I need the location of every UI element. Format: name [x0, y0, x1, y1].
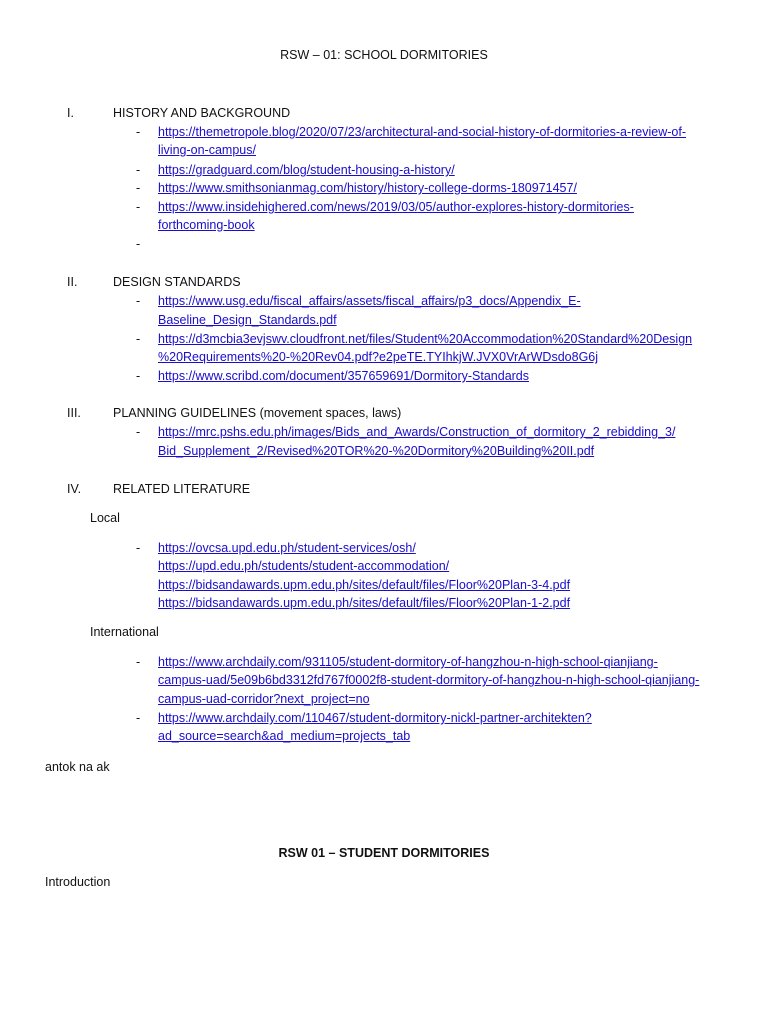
subsection-label-local: Local — [90, 511, 120, 525]
reference-link[interactable]: Bid_Supplement_2/Revised%20TOR%20-%20Dormitory%20Building%20II.pdf — [158, 444, 595, 458]
reference-link[interactable]: https://www.smithsonianmag.com/history/history-college-dorms-180971457/ — [158, 181, 577, 195]
second-title: RSW 01 – STUDENT DORMITORIES — [278, 846, 490, 860]
document-title: RSW – 01: SCHOOL DORMITORIES — [280, 48, 488, 62]
reference-link[interactable]: https://themetropole.blog/2020/07/23/architectural-and-social-history-of-dormitories-a-review-of- — [158, 125, 687, 139]
section-numeral: II. — [67, 275, 78, 289]
reference-link[interactable]: Baseline_Design_Standards.pdf — [158, 313, 337, 327]
reference-link[interactable]: https://gradguard.com/blog/student-housing-a-history/ — [158, 163, 455, 177]
bullet-dash: - — [136, 294, 141, 308]
note-text: antok na ak — [45, 760, 110, 774]
reference-link[interactable]: living-on-campus/ — [158, 143, 256, 157]
subsection-label-international: International — [90, 625, 159, 639]
reference-link[interactable]: campus-uad-corridor?next_project=no — [158, 692, 370, 706]
reference-link[interactable]: https://d3mcbia3evjswv.cloudfront.net/files/Student%20Accommodation%20Standard%20Design — [158, 332, 693, 346]
reference-link[interactable]: https://mrc.pshs.edu.ph/images/Bids_and_Awards/Construction_of_dormitory_2_rebidding_3/ — [158, 425, 676, 439]
reference-link[interactable]: https://www.usg.edu/fiscal_affairs/assets/fiscal_affairs/p3_docs/Appendix_E- — [158, 294, 581, 308]
reference-link[interactable]: https://www.insidehighered.com/news/2019/03/05/author-explores-history-dormitories- — [158, 200, 634, 214]
introduction-heading: Introduction — [45, 875, 111, 889]
bullet-dash: - — [136, 541, 141, 555]
bullet-dash: - — [136, 200, 141, 214]
section-heading: DESIGN STANDARDS — [113, 275, 241, 289]
bullet-dash: - — [136, 369, 141, 383]
section-heading: HISTORY AND BACKGROUND — [113, 106, 291, 120]
bullet-dash: - — [136, 181, 141, 195]
bullet-dash: - — [136, 655, 141, 669]
reference-link[interactable]: ad_source=search&ad_medium=projects_tab — [158, 729, 411, 743]
reference-link[interactable]: https://bidsandawards.upm.edu.ph/sites/default/files/Floor%20Plan-1-2.pdf — [158, 596, 571, 610]
bullet-dash: - — [136, 125, 141, 139]
reference-link[interactable]: %20Requirements%20-%20Rev04.pdf?e2peTE.TYIhkjW.JVX0VrArWDsdo8G6j — [158, 350, 599, 364]
section-heading: PLANNING GUIDELINES (movement spaces, laws) — [113, 406, 402, 420]
bullet-dash: - — [136, 425, 141, 439]
bullet-dash: - — [136, 163, 141, 177]
reference-link[interactable]: https://www.archdaily.com/931105/student-dormitory-of-hangzhou-n-high-school-qianjiang- — [158, 655, 658, 669]
reference-link[interactable]: https://www.archdaily.com/110467/student-dormitory-nickl-partner-architekten? — [158, 711, 592, 725]
bullet-dash: - — [136, 332, 141, 346]
section-heading: RELATED LITERATURE — [113, 482, 251, 496]
reference-link[interactable]: https://ovcsa.upd.edu.ph/student-services/osh/ — [158, 541, 416, 555]
section-numeral: IV. — [67, 482, 82, 496]
reference-link[interactable]: forthcoming-book — [158, 218, 255, 232]
reference-link[interactable]: https://bidsandawards.upm.edu.ph/sites/default/files/Floor%20Plan-3-4.pdf — [158, 578, 571, 592]
bullet-dash: - — [136, 237, 141, 251]
section-numeral: III. — [67, 406, 81, 420]
reference-link[interactable]: https://www.scribd.com/document/357659691/Dormitory-Standards — [158, 369, 530, 383]
section-numeral: I. — [67, 106, 74, 120]
bullet-dash: - — [136, 711, 141, 725]
reference-link[interactable]: campus-uad/5e09b6bd3312fd767f0002f8-student-dormitory-of-hangzhou-n-high-school-qianjiang- — [158, 673, 700, 687]
reference-link[interactable]: https://upd.edu.ph/students/student-accommodation/ — [158, 559, 450, 573]
